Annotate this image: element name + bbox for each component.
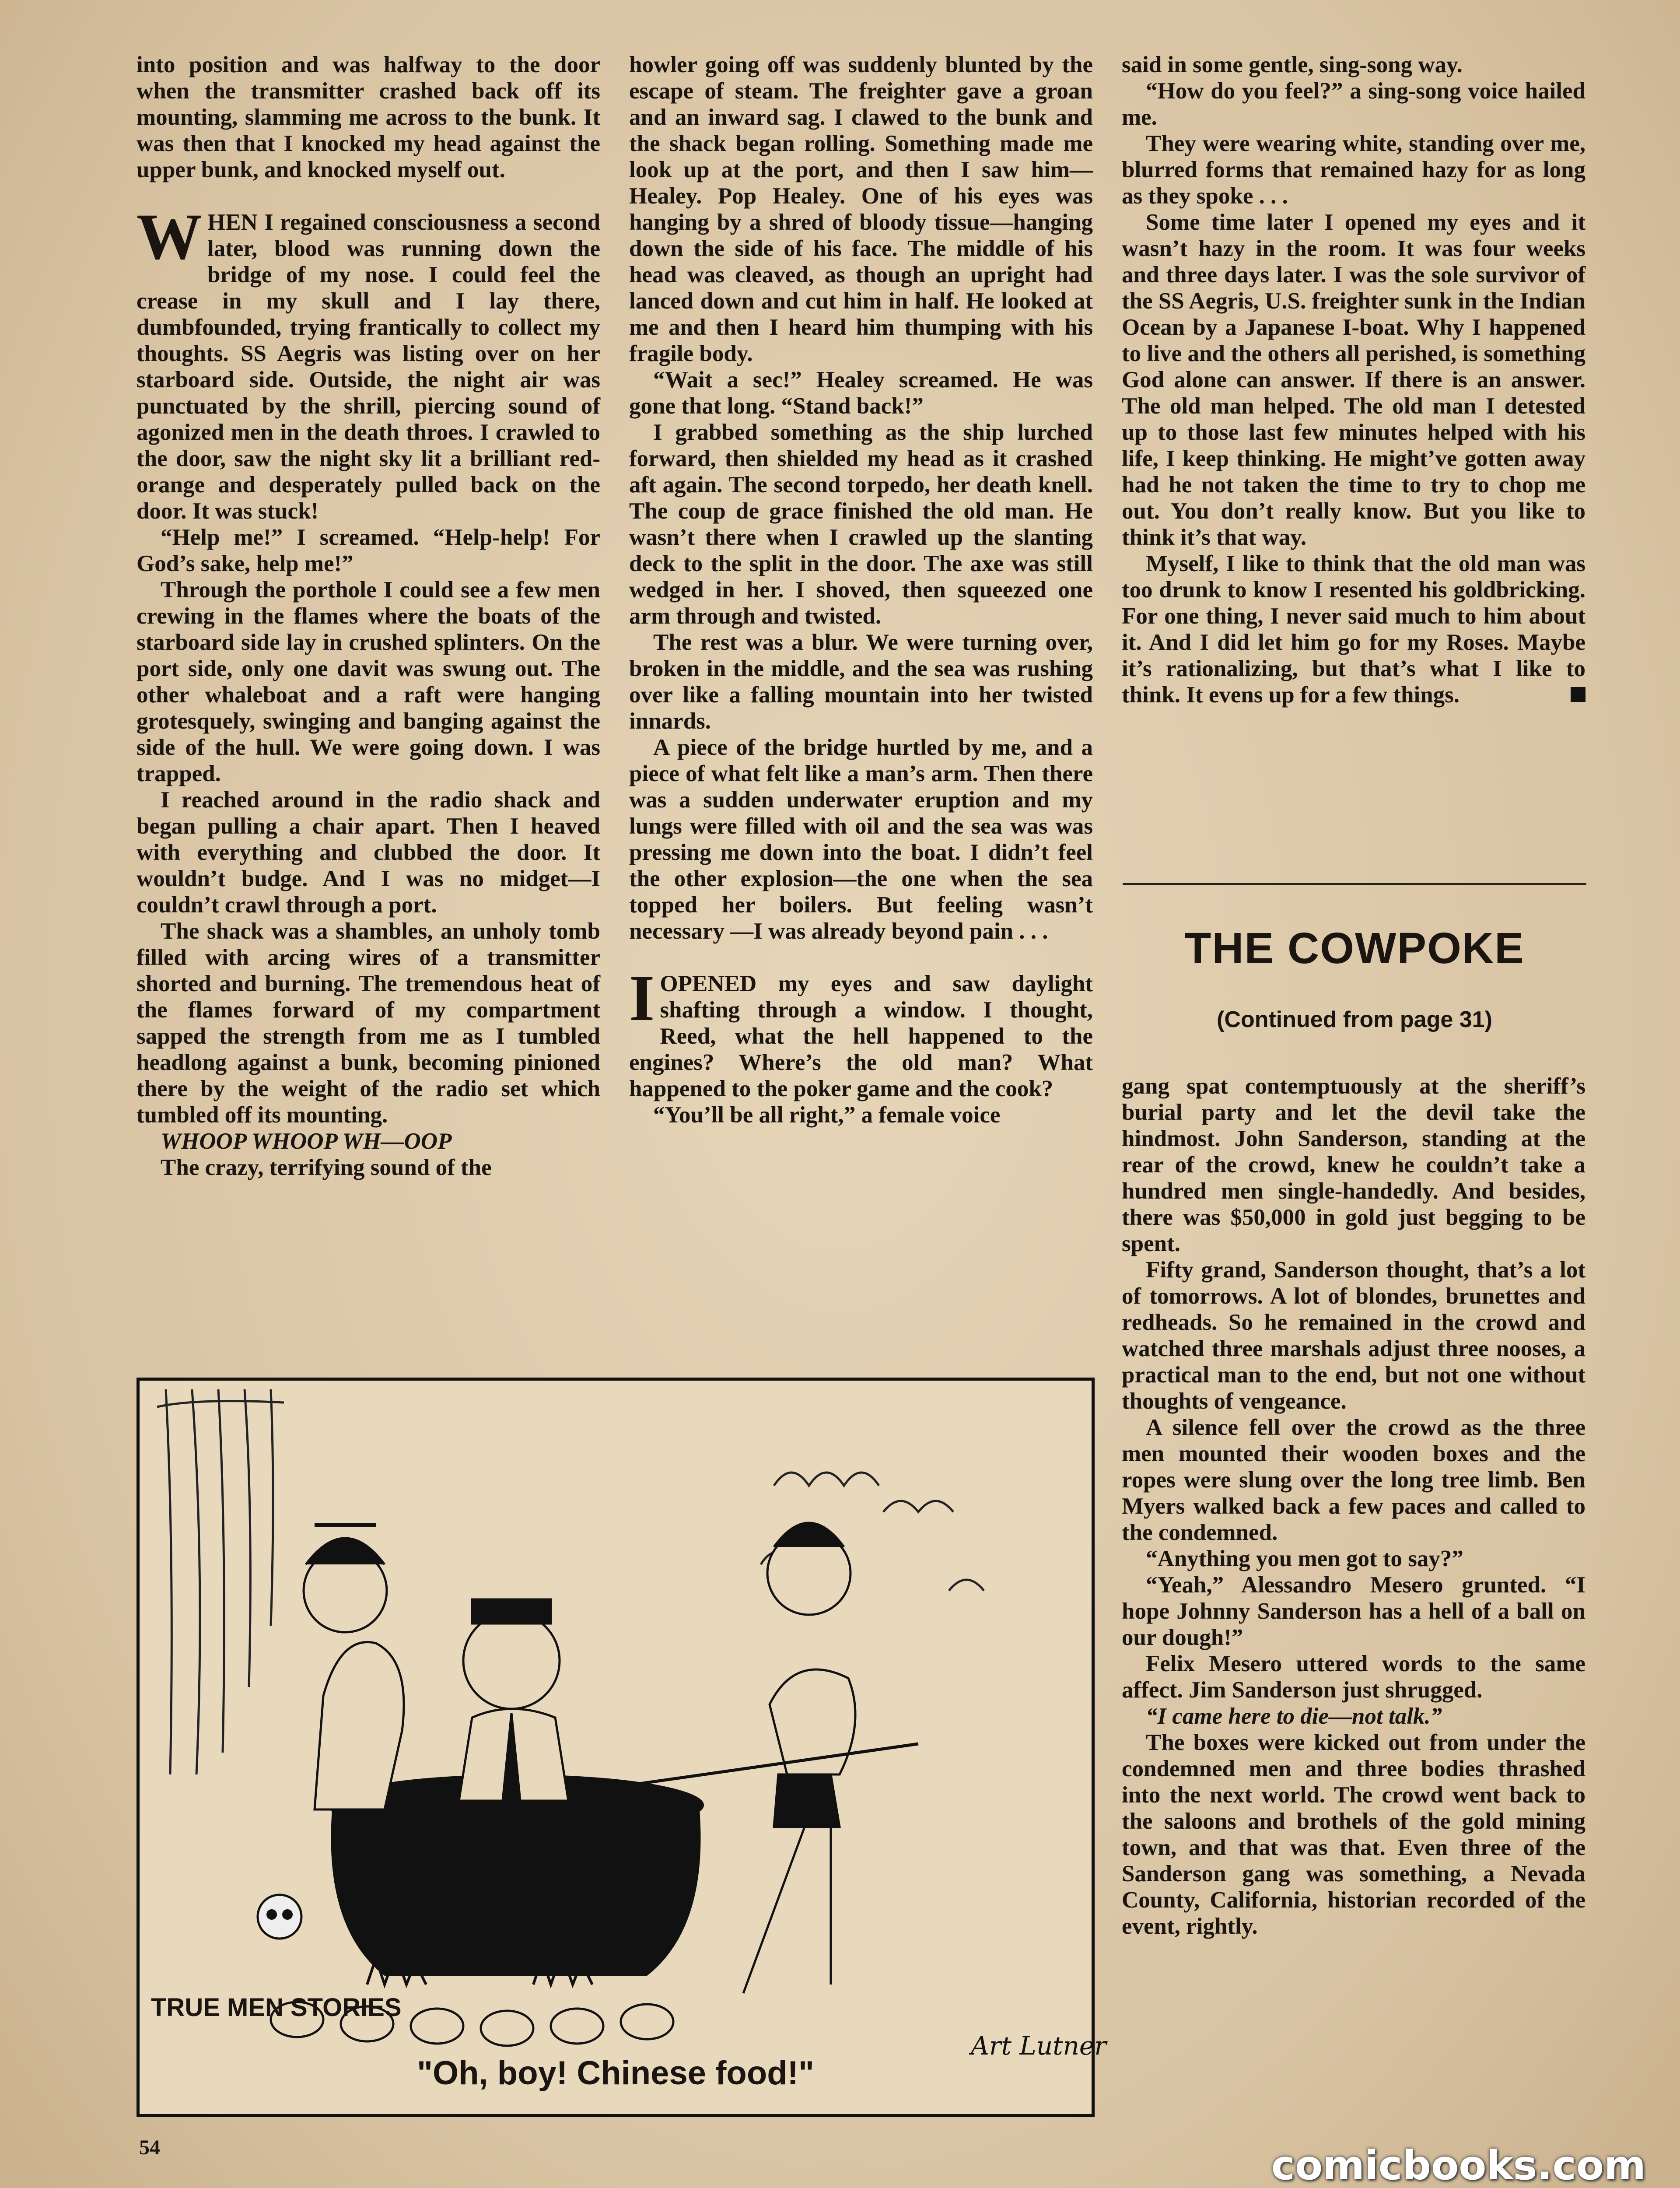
paragraph: Through the porthole I could see a few men crewing in the flames where the boats of the starboard side lay in crushed splinters. On the port side, only one davit was swung out. The other whaleboat and a raft were hanging grotesquely, swinging and banging against the side of the hull. We were going down. I was trapped. — [136, 577, 600, 786]
paragraph: WHOOP WHOOP WH—OOP — [161, 1129, 452, 1154]
column-middle — [629, 52, 1093, 1128]
paragraph: The crazy, terrifying sound of the — [161, 1155, 492, 1180]
column-right — [1122, 52, 1586, 708]
paragraph: Some time later I opened my eyes and it wasn’t hazy in the room. It was four weeks and three days later. I was the sole survivor of the SS Aegris, U.S. freighter sunk in the Indian Ocean by a Japanese I-boat. Why I happened to live and the others all perished, is something God alone can answer. If there is an answer. The old man helped. The old man I detested up to those last few minutes helped with his life, I keep thinking. He might’ve gotten away had he not taken the time to try to chop me out. You don’t really know. But you like to think it’s that way. — [1122, 210, 1586, 550]
cartoon-panel — [136, 1378, 1106, 2117]
drop-cap: I — [629, 962, 655, 1034]
paragraph: gang spat contemptuously at the sheriff’s burial party and let the devil take the hindmost. John Sanderson, standing at the rear of the crowd, knew he couldn’t take a hundred men single-handedly. And besides, there was $50,000 in gold just begging to be spent. — [1122, 1073, 1586, 1256]
paragraph-dropcap — [136, 200, 600, 524]
paragraph-text: Myself, I like to think that the old man was too drunk to know I resented his goldbricking. For one thing, I never said much to him about it. And I did let him go for my Roses. Maybe it’s rationalizing, but that’s what I like to think. It evens up for a few things. — [1122, 551, 1586, 708]
paragraph: said in some gentle, sing-song way. — [1122, 52, 1463, 77]
man-in-cauldron — [459, 1599, 568, 1801]
paragraph: A silence fell over the crowd as the three men mounted their wooden boxes and the ropes were slung over the long tree limb. Ben Myers walked back a few paces and called to the condemned. — [1122, 1415, 1586, 1545]
page-number: 54 — [139, 2136, 160, 2159]
end-mark-icon — [1571, 687, 1586, 702]
foliage-left — [157, 1389, 284, 1774]
section-title: THE COWPOKE — [1184, 924, 1525, 973]
column-left — [136, 52, 600, 1181]
skull-icon — [258, 1895, 301, 1939]
paragraph: “Yeah,” Alessandro Mesero grunted. “I hope Johnny Sanderson has a hell of a ball on our dough!” — [1122, 1572, 1586, 1650]
section-divider — [1123, 883, 1586, 885]
paragraph: “Help me!” I screamed. “Help-help! For God’s sake, help me!” — [136, 525, 600, 576]
continued-note: (Continued from page 31) — [1217, 1007, 1492, 1032]
paragraph — [1122, 551, 1586, 708]
paragraph: The rest was a blur. We were turning over, broken in the middle, and the sea was rushing over like a falling mountain into her twisted innards. — [629, 630, 1093, 734]
paragraph: They were wearing white, standing over me, blurred forms that remained hazy for as long as they spoke . . . — [1122, 131, 1586, 209]
paragraph: “I came here to die—not talk.” — [1146, 1704, 1442, 1729]
paragraph-text: OPENED my eyes and saw daylight shafting through a window. I thought, Reed, what the hell happened to the engines? Where’s the old man? What happened to the poker game and the cook? — [629, 971, 1093, 1101]
paragraph: I grabbed something as the ship lurched forward, then shielded my head as it crashed aft again. The second torpedo, her death knell. The coup de grace finished the old man. He wasn’t there when I crawled up the slanting deck to the split in the door. The axe was still wedged in her. I shoved, then squeezed one arm through and twisted. — [629, 420, 1093, 629]
paragraph: The shack was a shambles, an unholy tomb filled with arcing wires of a transmitter shorted and burning. The tremendous heat of the flames forward of my compartment sapped the strength from me as I tumbled headlong against a bunk, becoming pinioned there by the weight of the radio set which tumbled off its mounting. — [136, 919, 600, 1128]
paragraph: Felix Mesero uttered words to the same affect. Jim Sanderson just shrugged. — [1122, 1651, 1586, 1703]
artist-signature: Art Lutner — [971, 2031, 1106, 2061]
paragraph: “You’ll be all right,” a female voice — [653, 1102, 1001, 1128]
cauldron-body — [331, 1809, 701, 1976]
paragraph: Fifty grand, Sanderson thought, that’s a lot of tomorrows. A lot of blondes, brunettes and redheads. So he remained in the crowd and watched three marshals adjust three nooses, a practical man to the end, but not one without thoughts of vengeance. — [1122, 1257, 1586, 1414]
column-right-cowpoke — [1122, 1073, 1586, 1939]
paragraph: I reached around in the radio shack and began pulling a chair apart. Then I heaved with everything and clubbed the door. It wouldn’t budge. And I was no midget—I couldn’t crawl through a port. — [136, 787, 600, 918]
paragraph: “How do you feel?” a sing-song voice hailed me. — [1122, 78, 1586, 130]
paragraph-dropcap — [629, 962, 1093, 1102]
watermark: comicbooks.com — [1271, 2142, 1646, 2188]
paragraph: A piece of the bridge hurtled by me, and a piece of what felt like a man’s arm. Then there was a sudden underwater eruption and my lungs were filled with oil and the sea was was pressing me down into the boat. I didn’t feel the other explosion—the one when the sea topped her boilers. But feeling wasn’t necessary —I was already beyond pain . . . — [629, 735, 1093, 944]
paragraph-text: HEN I regained consciousness a second later, blood was running down the bridge of my nose. I could feel the crease in my skull and I lay there, dumbfounded, trying frantically to collect my thoughts. SS Aegris was listing over on her starboard side. Outside, the night air was punctuated by the shrill, piercing sound of agonized men in the death throes. I crawled to the door, saw the night sky lit a brilliant red-orange and desperately pulled back on the door. It was stuck! — [136, 210, 600, 524]
paragraph: howler going off was suddenly blunted by the escape of steam. The freighter gave a groan and an inward sag. I clawed to the bunk and the shack began rolling. Something made me look up at the port, and then I saw him—Healey. Pop Healey. One of his eyes was hanging by a shred of bloody tissue—hanging down the side of his face. The middle of his head was cleaved, as though an upright had lanced down and cut him in half. He looked at me and then I heard him thumping with his fragile body. — [629, 52, 1093, 366]
paragraph: “Wait a sec!” Healey screamed. He was gone that long. “Stand back!” — [629, 367, 1093, 419]
paragraph: The boxes were kicked out from under the condemned men and three bodies thrashed into the next world. The crowd went back to the saloons and brothels of the gold mining town, and that was that. Even three of the Sanderson gang was something, a Nevada County, California, historian recorded of the event, rightly. — [1122, 1730, 1586, 1939]
paragraph: into position and was halfway to the door when the transmitter crashed back off its mounting, slamming me across to the bunk. It was then that I knocked my head against the upper bunk, and knocked myself out. — [136, 52, 600, 182]
magazine-brand: TRUE MEN STORIES — [151, 1993, 402, 2022]
drop-cap: W — [136, 200, 202, 273]
paragraph: “Anything you men got to say?” — [1146, 1546, 1463, 1571]
cook-woman — [304, 1525, 404, 1809]
cartoon-caption: "Oh, boy! Chinese food!" — [416, 2055, 815, 2092]
